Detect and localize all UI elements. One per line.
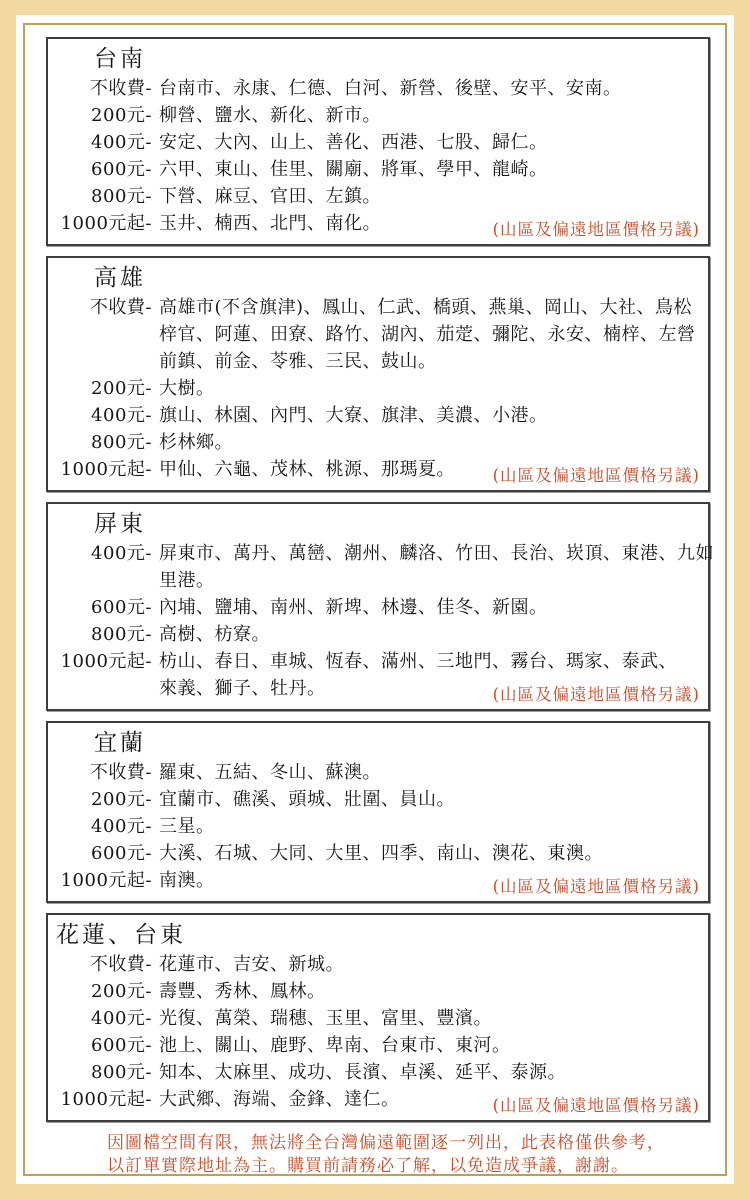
fee-tier-label: 600元-: [91, 159, 152, 180]
fee-areas-line: 大溪、石城、大同、大里、四季、南山、澳花、東澳。: [159, 843, 603, 864]
fee-areas: [152, 951, 700, 978]
section-title: 花蓮、台東: [56, 922, 186, 948]
fee-tier-label: 400元-: [91, 816, 152, 837]
fee-areas-line: 梓官、阿蓮、田寮、路竹、湖內、茄萣、彌陀、永安、楠梓、左營: [159, 324, 696, 345]
fee-areas-line: 六甲、東山、佳里、關廟、將軍、學甲、龍崎。: [159, 159, 548, 180]
fee-row: [48, 129, 700, 156]
fee-areas: [152, 621, 700, 648]
fee-areas-line: 玉井、楠西、北門、南化。: [159, 213, 381, 234]
fee-areas-line: 花蓮市、吉安、新城。: [159, 954, 344, 975]
fee-areas-line: 大武鄉、海端、金鋒、達仁。: [159, 1089, 400, 1110]
fee-row: [48, 402, 700, 429]
fee-areas-line: 三星。: [159, 816, 215, 837]
fee-areas: [152, 129, 700, 156]
fee-tier-label: 1000元起-: [60, 870, 152, 891]
fee-areas-line: 里港。: [159, 570, 215, 591]
fee-tier-label: 800元-: [91, 186, 152, 207]
fee-tier-label: 不收費-: [89, 297, 152, 318]
fee-tier-label: 400元-: [91, 1008, 152, 1029]
fee-section: [46, 256, 710, 492]
fee-section: [46, 913, 710, 1122]
fee-areas: [152, 540, 714, 594]
fee-tier-label: 200元-: [91, 981, 152, 1002]
remote-area-note: (山區及偏遠地區價格另議): [489, 462, 700, 486]
fee-areas: [152, 759, 700, 786]
fee-tier-label: 600元-: [91, 597, 152, 618]
fee-areas-line: 壽豐、秀林、鳳林。: [159, 981, 326, 1002]
fee-areas: [152, 1005, 700, 1032]
fee-areas: [152, 75, 700, 102]
fee-row: [48, 156, 700, 183]
fee-areas: [152, 813, 700, 840]
fee-areas: [152, 978, 700, 1005]
fee-row: [48, 294, 700, 375]
fee-row: [48, 540, 714, 594]
fee-areas-line: 知本、太麻里、成功、長濱、卓溪、延平、泰源。: [159, 1062, 566, 1083]
fee-row: [48, 759, 700, 786]
fee-areas: [152, 1032, 700, 1059]
footer-line-2: 以訂單實際地址為主。購買前請務必了解，以免造成爭議，謝謝。: [107, 1156, 629, 1176]
fee-tier-label: 不收費-: [89, 762, 152, 783]
fee-row: [48, 786, 700, 813]
section-title: 高雄: [94, 265, 146, 291]
remote-area-note: (山區及偏遠地區價格另議): [489, 1092, 700, 1116]
fee-areas-line: 羅東、五結、冬山、蘇澳。: [159, 762, 381, 783]
document-frame: [23, 23, 727, 1176]
fee-section: [46, 721, 710, 903]
fee-areas-line: 高樹、枋寮。: [159, 624, 270, 645]
fee-tier-label: 不收費-: [89, 78, 152, 99]
fee-row: [48, 75, 700, 102]
fee-section: [46, 37, 710, 246]
fee-row: [48, 621, 700, 648]
fee-tier-label: 600元-: [91, 843, 152, 864]
sections: [46, 37, 714, 1122]
fee-areas: [152, 840, 700, 867]
fee-areas-line: 甲仙、六龜、茂林、桃源、那瑪夏。: [159, 459, 455, 480]
fee-tier-label: 200元-: [91, 789, 152, 810]
fee-areas: [152, 102, 700, 129]
fee-tier-label: 200元-: [91, 378, 152, 399]
remote-area-note: (山區及偏遠地區價格另議): [489, 681, 700, 705]
footer-disclaimer: [46, 1132, 710, 1178]
fee-areas-line: 內埔、鹽埔、南州、新埤、林邊、佳冬、新園。: [159, 597, 548, 618]
fee-row: [48, 1059, 700, 1086]
fee-areas: [152, 156, 700, 183]
fee-tier-label: 1000元起-: [60, 213, 152, 234]
fee-areas: [152, 594, 700, 621]
fee-row: [48, 183, 700, 210]
fee-row: [48, 813, 700, 840]
fee-areas: [152, 1059, 700, 1086]
document-content: [25, 25, 725, 1174]
section-title: 屏東: [94, 511, 146, 537]
fee-areas-line: 前鎮、前金、苓雅、三民、鼓山。: [159, 351, 437, 372]
fee-tier-label: 800元-: [91, 624, 152, 645]
fee-areas: [152, 402, 700, 429]
remote-area-note: (山區及偏遠地區價格另議): [489, 873, 700, 897]
fee-areas-line: 來義、獅子、牡丹。: [159, 678, 326, 699]
fee-tier-label: 400元-: [91, 132, 152, 153]
fee-tier-label: 不收費-: [89, 954, 152, 975]
fee-areas: [152, 429, 700, 456]
fee-tier-label: 1000元起-: [60, 459, 152, 480]
fee-areas-line: 光復、萬榮、瑞穗、玉里、富里、豐濱。: [159, 1008, 492, 1029]
fee-tier-label: 400元-: [91, 405, 152, 426]
fee-areas-line: 杉林鄉。: [159, 432, 233, 453]
fee-areas-line: 旗山、林園、內門、大寮、旗津、美濃、小港。: [159, 405, 548, 426]
fee-tier-label: 600元-: [91, 1035, 152, 1056]
footer-line-1: 因圖檔空間有限，無法將全台灣偏遠範圍逐一列出，此表格僅供參考，: [107, 1133, 665, 1153]
fee-row: [48, 102, 700, 129]
remote-area-note: (山區及偏遠地區價格另議): [489, 216, 700, 240]
fee-row: [48, 1005, 700, 1032]
fee-tier-label: 400元-: [91, 543, 152, 564]
fee-areas: [152, 375, 700, 402]
fee-areas-line: 柳營、鹽水、新化、新市。: [159, 105, 381, 126]
fee-row: [48, 375, 700, 402]
fee-tier-label: 1000元起-: [60, 1089, 152, 1110]
fee-section: [46, 502, 714, 711]
fee-row: [48, 840, 700, 867]
fee-tier-label: 800元-: [91, 432, 152, 453]
fee-row: [48, 1032, 700, 1059]
fee-row: [48, 951, 700, 978]
fee-row: [48, 978, 700, 1005]
fee-areas: [152, 294, 700, 375]
fee-tier-label: 800元-: [91, 1062, 152, 1083]
section-title: 台南: [94, 46, 146, 72]
fee-areas-line: 屏東市、萬丹、萬巒、潮州、麟洛、竹田、長治、崁頂、東港、九如: [159, 543, 714, 564]
fee-areas-line: 枋山、春日、車城、恆春、滿州、三地門、霧台、瑪家、泰武、: [159, 651, 677, 672]
fee-row: [48, 594, 700, 621]
fee-tier-label: 200元-: [91, 105, 152, 126]
fee-areas-line: 台南市、永康、仁德、白河、新營、後壁、安平、安南。: [159, 78, 622, 99]
fee-areas-line: 大樹。: [159, 378, 215, 399]
fee-areas: [152, 786, 700, 813]
paper-background: [16, 15, 734, 1184]
fee-areas-line: 池上、關山、鹿野、卑南、台東市、東河。: [159, 1035, 511, 1056]
fee-row: [48, 429, 700, 456]
fee-areas: [152, 183, 700, 210]
fee-areas-line: 南澳。: [159, 870, 215, 891]
section-title: 宜蘭: [94, 730, 146, 756]
fee-tier-label: 1000元起-: [60, 651, 152, 672]
fee-areas-line: 高雄市(不含旗津)、鳳山、仁武、橋頭、燕巢、岡山、大社、鳥松: [159, 297, 693, 318]
fee-areas-line: 安定、大內、山上、善化、西港、七股、歸仁。: [159, 132, 548, 153]
fee-areas-line: 宜蘭市、礁溪、頭城、壯圍、員山。: [159, 789, 455, 810]
fee-areas-line: 下營、麻豆、官田、左鎮。: [159, 186, 381, 207]
